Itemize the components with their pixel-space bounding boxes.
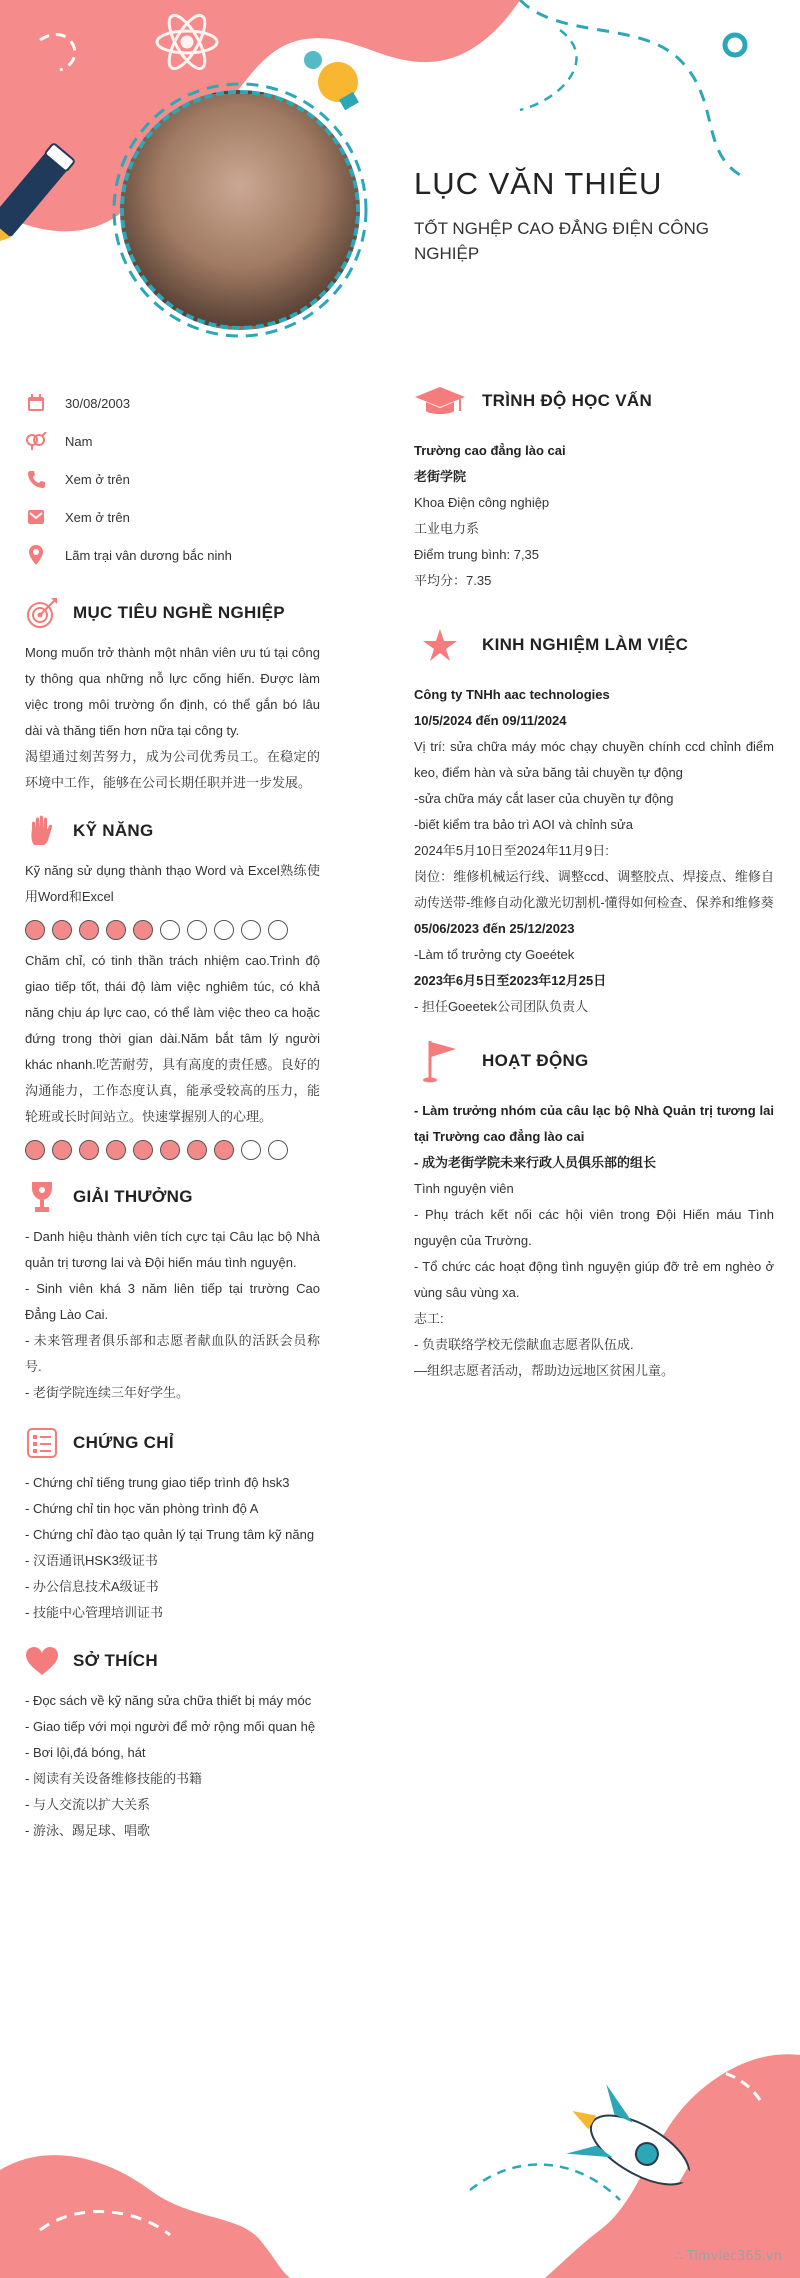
graduation-cap-icon bbox=[414, 384, 466, 418]
award-line-2: - Sinh viên khá 3 năm liên tiếp tại trường Cao Đẳng Lào Cai. bbox=[25, 1281, 320, 1322]
rating-dot bbox=[133, 1140, 153, 1160]
activity-bold-2: - 成为老街学院未来行政人员俱乐部的组长 bbox=[414, 1155, 656, 1170]
education-school-cn: 老街学院 bbox=[414, 469, 467, 484]
certificate-line-5: - 办公信息技术A级证书 bbox=[25, 1579, 159, 1594]
heart-icon bbox=[25, 1644, 59, 1678]
education-title: TRÌNH ĐỘ HỌC VẤN bbox=[482, 391, 653, 410]
calendar-icon bbox=[25, 392, 47, 414]
experience-line-3: -biết kiểm tra bảo trì AOI và chỉnh sửa bbox=[414, 817, 633, 832]
rating-dot bbox=[25, 1140, 45, 1160]
skill-text-1: Kỹ năng sử dụng thành thạo Word và Excel熟练使用Word和Excel bbox=[25, 863, 320, 904]
skill-rating-1 bbox=[25, 920, 320, 940]
contact-birthday-text: 30/08/2003 bbox=[65, 395, 131, 411]
certificate-line-1: - Chứng chỉ tiếng trung giao tiếp trình độ hsk3 bbox=[25, 1475, 290, 1490]
contact-phone bbox=[25, 460, 320, 498]
activity-line-4: 志工: bbox=[414, 1311, 444, 1326]
objective-text-vi: Mong muốn trở thành một nhân viên ưu tú tại công ty thông qua những nỗ lực cống hiến. Được làm việc trong môi trường ổn định, có thể gắn bó lâu dài và thăng tiến hơn nữa tại công ty. bbox=[25, 645, 320, 738]
education-gpa: Điểm trung bình: 7,35 bbox=[414, 547, 540, 562]
avatar-frame bbox=[110, 80, 370, 340]
certificate-line-4: - 汉语通讯HSK3级证书 bbox=[25, 1553, 158, 1568]
contact-address-text: Lãm trại vân dương bắc ninh bbox=[65, 547, 232, 563]
experience-line-7: - 担任Goeetek公司团队负责人 bbox=[414, 999, 589, 1014]
experience-line-4: 2024年5月10日至2024年11月9日: bbox=[414, 843, 609, 858]
hobbies-header bbox=[25, 1644, 320, 1678]
rating-dot bbox=[52, 1140, 72, 1160]
hobby-line-2: - Giao tiếp với mọi người để mở rộng mối quan hệ bbox=[25, 1719, 316, 1734]
objective-header bbox=[25, 596, 320, 630]
skills-header bbox=[25, 814, 320, 848]
contact-gender bbox=[25, 422, 320, 460]
rating-dot bbox=[160, 1140, 180, 1160]
rating-dot bbox=[79, 920, 99, 940]
rating-dot bbox=[214, 920, 234, 940]
experience-title: KINH NGHIỆM LÀM VIỆC bbox=[482, 635, 689, 654]
rating-dot bbox=[133, 920, 153, 940]
gender-icon bbox=[25, 430, 47, 452]
contact-email-text: Xem ở trên bbox=[65, 509, 130, 525]
certificate-line-2: - Chứng chỉ tin học văn phòng trình độ A bbox=[25, 1501, 259, 1516]
activity-line-6: —组织志愿者活动，帮助边远地区贫困儿童。 bbox=[414, 1363, 675, 1378]
education-major: Khoa Điện công nghiệp bbox=[414, 495, 550, 510]
rating-dot bbox=[187, 1140, 207, 1160]
star-icon bbox=[414, 628, 466, 662]
site-watermark: ∴ Timviec365.vn bbox=[674, 2249, 782, 2264]
experience-period-2-cn: 2023年6月5日至2023年12月25日 bbox=[414, 973, 607, 988]
candidate-title: TỐT NGHỆP CAO ĐẲNG ĐIỆN CÔNG NGHIỆP bbox=[414, 219, 710, 263]
certificate-line-6: - 技能中心管理培训证书 bbox=[25, 1605, 163, 1620]
activity-line-5: - 负责联络学校无偿献血志愿者队伍成. bbox=[414, 1337, 634, 1352]
hobby-line-6: - 游泳、踢足球、唱歌 bbox=[25, 1823, 150, 1838]
certificates-header bbox=[25, 1426, 320, 1460]
flag-icon bbox=[414, 1044, 466, 1078]
certificates-title: CHỨNG CHỈ bbox=[73, 1433, 174, 1452]
awards-header bbox=[25, 1180, 320, 1214]
experience-line-6: -Làm tổ trưởng cty Goeétek bbox=[414, 947, 575, 962]
activity-line-3: - Tổ chức các hoạt động tình nguyện giúp đỡ trẻ em nghèo ở vùng sâu vùng xa. bbox=[414, 1259, 774, 1300]
email-icon bbox=[25, 506, 47, 528]
objective-text-cn: 渴望通过刻苦努力，成为公司优秀员工。在稳定的环境中工作，能够在公司长期任职并进一步发展。 bbox=[25, 749, 320, 790]
rating-dot bbox=[52, 920, 72, 940]
skill-text-2: Chăm chỉ, có tinh thần trách nhiệm cao.Trình độ giao tiếp tốt, thái độ làm việc nghiêm túc, có khả năng chịu áp lực cao, có thể làm việc theo ca hoặc đứng trong thời gian dài.Năm bắt tâm lý người khác nhanh.吃苦耐劳，具有高度的责任感。良好的沟通能力，工作态度认真，能承受较高的压力，能轮班或长时间站立。快速掌握别人的心理。 bbox=[25, 953, 320, 1124]
experience-line-2: -sửa chữa máy cắt laser của chuyền tự động bbox=[414, 791, 674, 806]
hobby-line-5: - 与人交流以扩大关系 bbox=[25, 1797, 150, 1812]
experience-line-1: Vị trí: sửa chữa máy móc chạy chuyền chính ccd chỉnh điểm keo, điểm hàn và sửa băng tải chuyền tự động bbox=[414, 739, 774, 780]
rating-dot bbox=[241, 920, 261, 940]
experience-period-2: 05/06/2023 đến 25/12/2023 bbox=[414, 921, 575, 936]
right-column bbox=[414, 384, 774, 1384]
activity-line-2: - Phụ trách kết nối các hội viên trong Đội Hiến máu Tình nguyện của Trường. bbox=[414, 1207, 774, 1248]
education-header bbox=[414, 384, 774, 418]
trophy-icon bbox=[25, 1180, 59, 1214]
activity-line-1: Tình nguyện viên bbox=[414, 1181, 514, 1196]
skill-rating-2 bbox=[25, 1140, 320, 1160]
contact-gender-text: Nam bbox=[65, 433, 93, 449]
avatar-photo bbox=[120, 90, 360, 330]
target-icon bbox=[25, 596, 59, 630]
hobby-line-1: - Đọc sách về kỹ năng sửa chữa thiết bị máy móc bbox=[25, 1693, 312, 1708]
contact-birthday bbox=[25, 384, 320, 422]
rating-dot bbox=[214, 1140, 234, 1160]
activities-header bbox=[414, 1044, 774, 1078]
award-line-4: - 老街学院连续三年好学生。 bbox=[25, 1385, 189, 1400]
hand-icon bbox=[25, 814, 59, 848]
experience-company: Công ty TNHh aac technologies bbox=[414, 687, 610, 702]
skills-title: KỸ NĂNG bbox=[73, 821, 154, 840]
rating-dot bbox=[25, 920, 45, 940]
hobbies-title: SỞ THÍCH bbox=[73, 1651, 158, 1670]
rating-dot bbox=[160, 920, 180, 940]
checklist-icon bbox=[25, 1426, 59, 1460]
rating-dot bbox=[187, 920, 207, 940]
education-gpa-cn: 平均分：7.35 bbox=[414, 573, 492, 588]
rating-dot bbox=[241, 1140, 261, 1160]
education-school: Trường cao đẳng lào cai bbox=[414, 443, 566, 458]
activities-title: HOẠT ĐỘNG bbox=[482, 1051, 589, 1070]
activity-bold-1: - Làm trưởng nhóm của câu lạc bộ Nhà Quản trị tương lai tại Trường cao đẳng lào cai bbox=[414, 1103, 774, 1144]
contact-phone-text: Xem ở trên bbox=[65, 471, 130, 487]
rating-dot bbox=[106, 1140, 126, 1160]
rating-dot bbox=[79, 1140, 99, 1160]
hobby-line-3: - Bơi lội,đá bóng, hát bbox=[25, 1745, 146, 1760]
location-icon bbox=[25, 544, 47, 566]
left-column bbox=[25, 384, 320, 1844]
phone-icon bbox=[25, 468, 47, 490]
award-line-3: - 未来管理者俱乐部和志愿者献血队的活跃会员称号. bbox=[25, 1333, 320, 1374]
awards-title: GIẢI THƯỞNG bbox=[73, 1187, 193, 1206]
award-line-1: - Danh hiệu thành viên tích cực tại Câu lạc bộ Nhà quản trị tương lai và Đội hiến máu tình nguyện. bbox=[25, 1229, 320, 1270]
experience-period-1: 10/5/2024 đến 09/11/2024 bbox=[414, 713, 567, 728]
education-major-cn: 工业电力系 bbox=[414, 521, 480, 536]
rating-dot bbox=[268, 920, 288, 940]
experience-line-5: 岗位：维修机械运行线、调整ccd、调整胶点、焊接点、维修自动传送带-维修自动化激光切割机-懂得如何检查、保养和维修葵 bbox=[414, 869, 774, 910]
hobby-line-4: - 阅读有关设备维修技能的书籍 bbox=[25, 1771, 202, 1786]
candidate-name: LỤC VĂN THIÊU bbox=[414, 166, 663, 201]
rating-dot bbox=[268, 1140, 288, 1160]
rating-dot bbox=[106, 920, 126, 940]
experience-header bbox=[414, 628, 774, 662]
objective-title: MỤC TIÊU NGHỀ NGHIỆP bbox=[73, 603, 285, 622]
contact-address bbox=[25, 536, 320, 574]
contact-email bbox=[25, 498, 320, 536]
certificate-line-3: - Chứng chỉ đào tạo quản lý tại Trung tâm kỹ năng bbox=[25, 1527, 315, 1542]
